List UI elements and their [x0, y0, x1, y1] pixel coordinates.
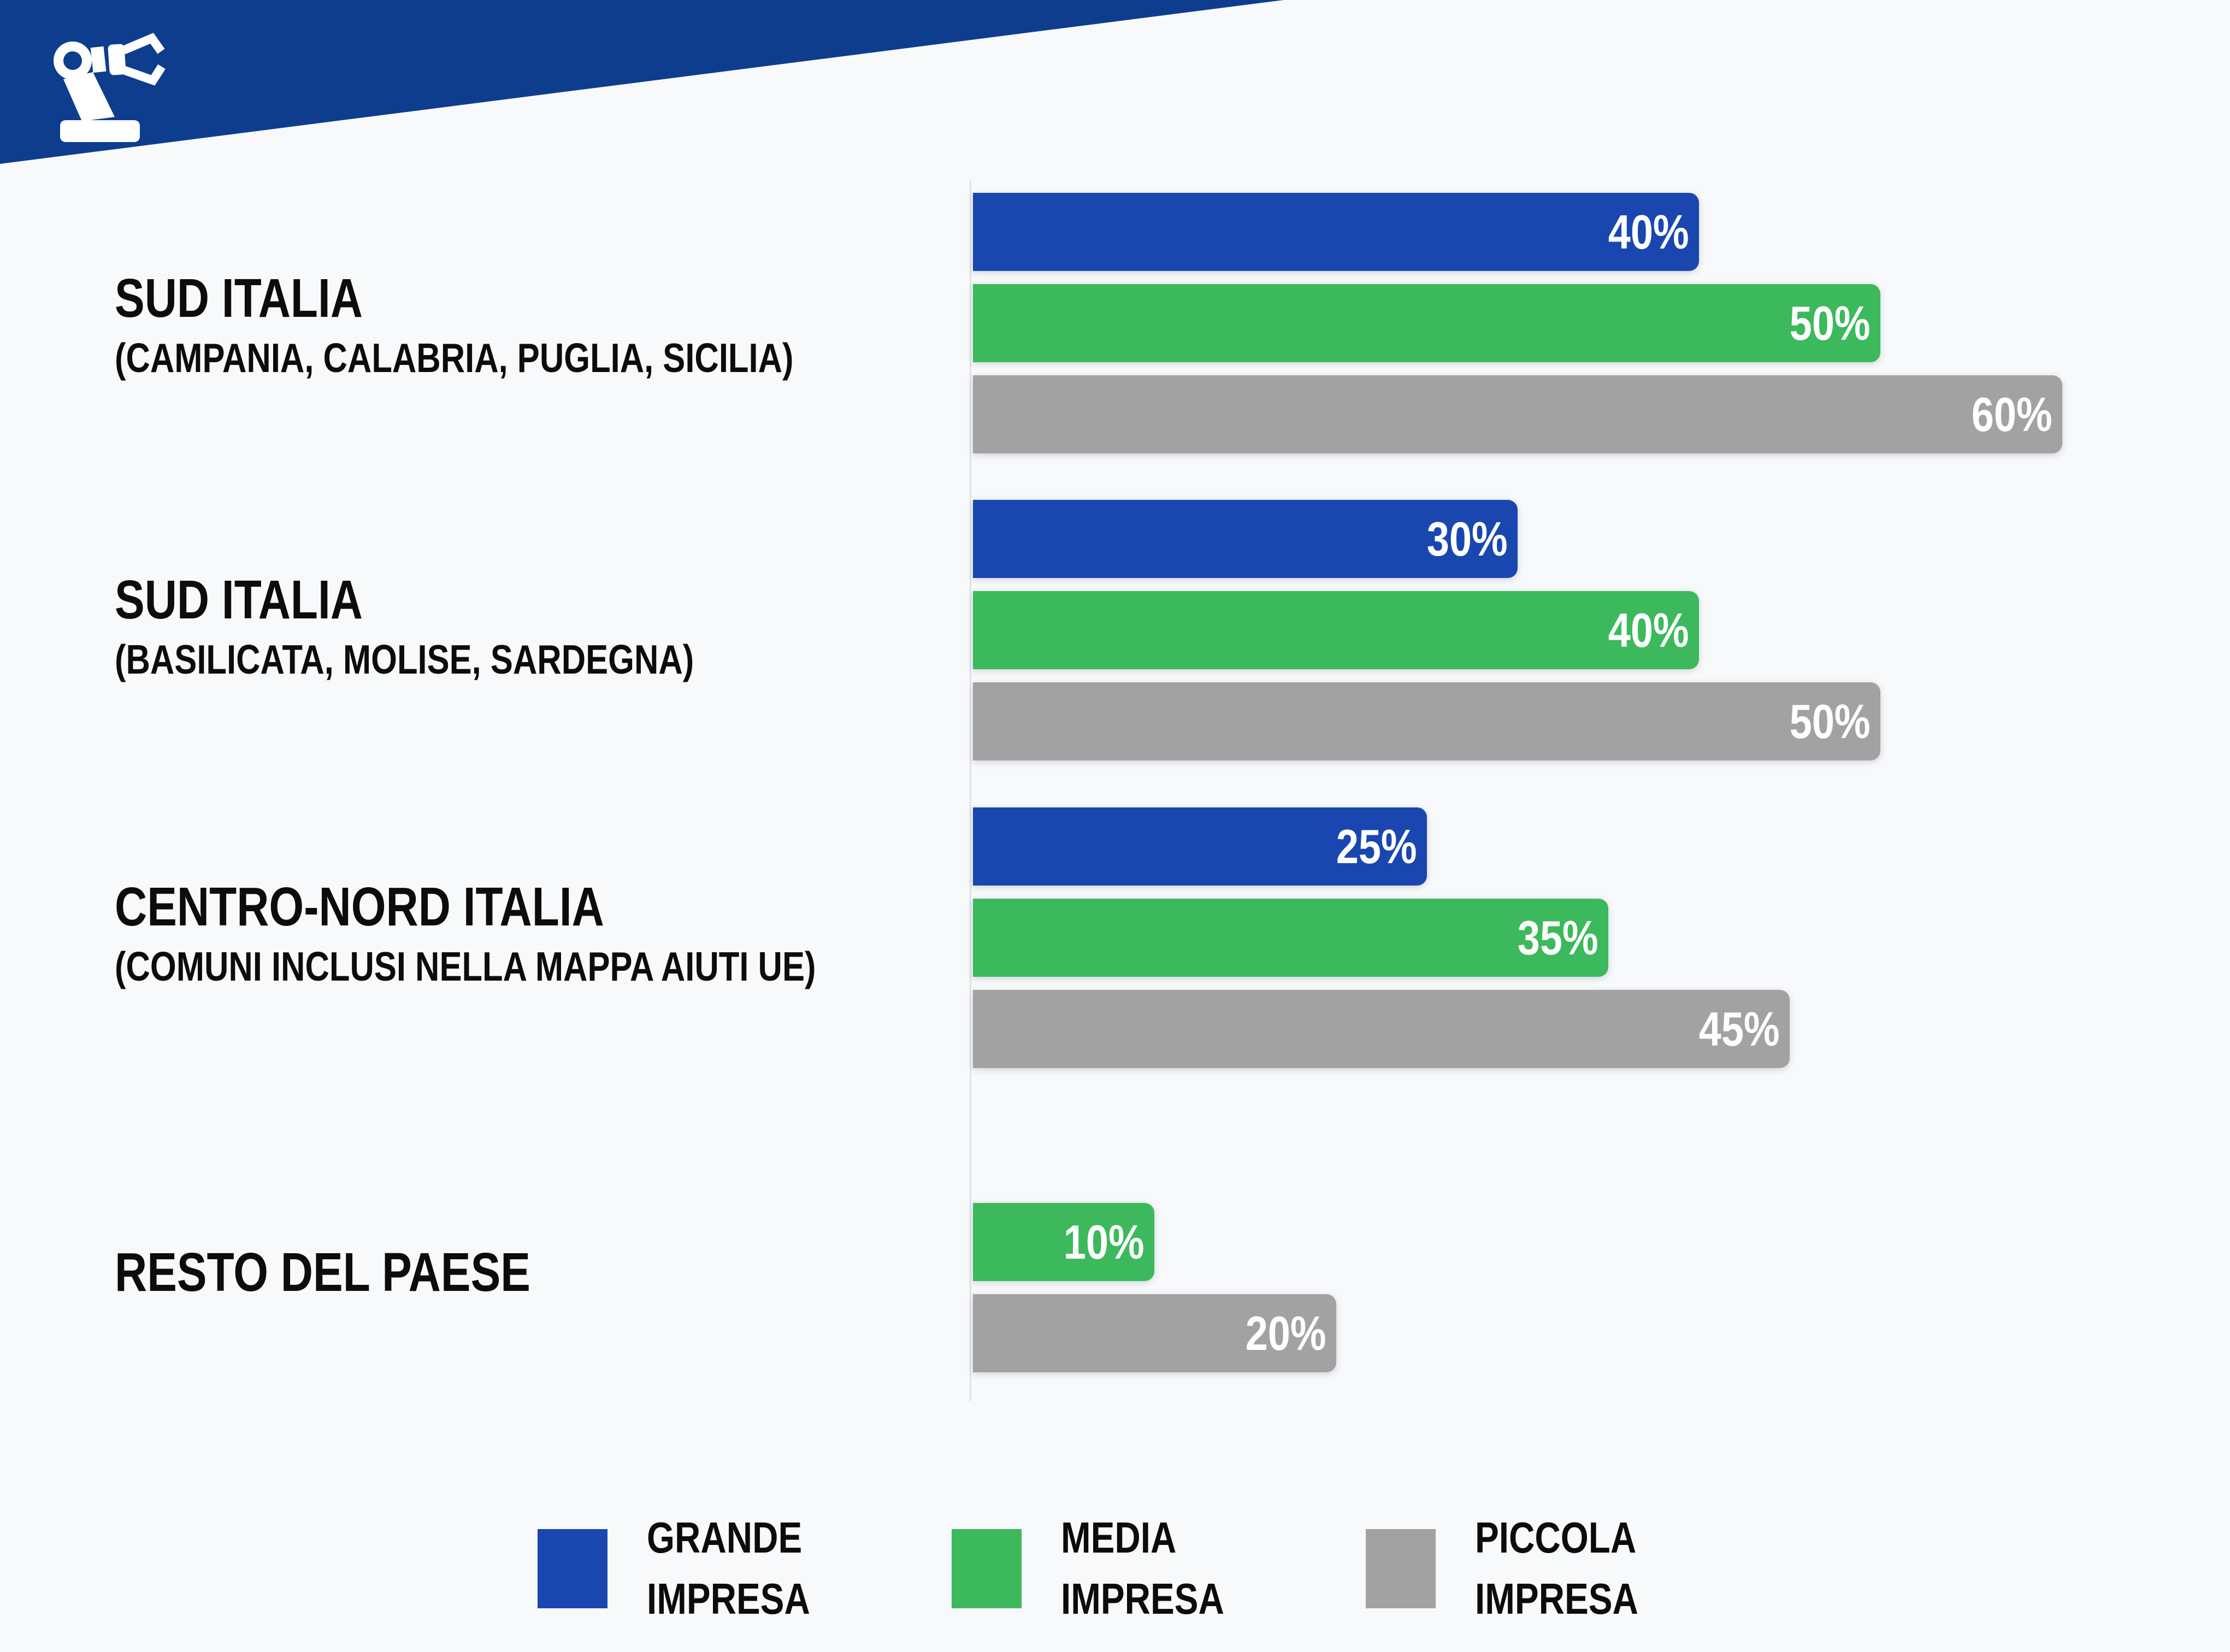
legend-swatch-media-impresa — [952, 1529, 1022, 1608]
bar-media-impresa-group4 — [973, 1203, 1154, 1281]
category-subtitle: (BASILICATA, MOLISE, SARDEGNA) — [115, 636, 694, 682]
bar-media-impresa-group1 — [973, 284, 1880, 362]
bar-grande-impresa-group2 — [973, 500, 1518, 578]
bar-value-label: 25% — [1336, 819, 1417, 874]
bar-value-label: 40% — [1608, 603, 1689, 657]
category-subtitle: (COMUNI INCLUSI NELLA MAPPA AIUTI UE) — [115, 943, 816, 989]
legend-label-line: GRANDE — [647, 1513, 803, 1562]
bar-piccola-impresa-group2 — [973, 682, 1880, 760]
bar-value-label: 40% — [1608, 204, 1689, 259]
chart-axis-line — [970, 180, 971, 1401]
category-title: CENTRO-NORD ITALIA — [115, 876, 604, 937]
category-subtitle: (CAMPANIA, CALABRIA, PUGLIA, SICILIA) — [115, 335, 794, 381]
category-title: SUD ITALIA — [115, 569, 363, 630]
bar-value-label: 45% — [1698, 1001, 1780, 1056]
legend-label — [1475, 1507, 1638, 1630]
bar-media-impresa-group2 — [973, 591, 1699, 669]
legend-item-media-impresa — [952, 1513, 1260, 1623]
bar-value-label: 60% — [1971, 387, 2052, 441]
bar-value-label: 10% — [1063, 1214, 1145, 1269]
legend-swatch-grande-impresa — [538, 1529, 607, 1608]
category-title: RESTO DEL PAESE — [115, 1242, 530, 1303]
bar-piccola-impresa-group3 — [973, 990, 1790, 1068]
bar-value-label: 35% — [1517, 910, 1598, 965]
bar-grande-impresa-group1 — [973, 193, 1699, 271]
bar-grande-impresa-group3 — [973, 807, 1427, 886]
bar-value-label: 50% — [1789, 296, 1871, 350]
category-title: SUD ITALIA — [115, 268, 363, 329]
logo-joint-hole — [63, 51, 82, 70]
legend-item-piccola-impresa — [1366, 1513, 1674, 1623]
legend-label-line: IMPRESA — [1475, 1574, 1638, 1623]
category-label-sud-italia-0 — [115, 269, 813, 380]
bar-value-label: 30% — [1426, 511, 1508, 566]
legend-label-line: IMPRESA — [647, 1574, 810, 1623]
legend-label-line: IMPRESA — [1061, 1574, 1224, 1623]
bar-value-label: 20% — [1245, 1306, 1326, 1360]
category-label-centro-nord-italia-2 — [115, 876, 816, 989]
bar-media-impresa-group3 — [973, 899, 1608, 977]
legend-swatch-piccola-impresa — [1366, 1529, 1436, 1608]
bar-piccola-impresa-group4 — [973, 1294, 1336, 1372]
legend-label — [647, 1507, 810, 1630]
bar-value-label: 50% — [1789, 694, 1871, 748]
legend-label-line: PICCOLA — [1475, 1513, 1637, 1562]
legend-label — [1061, 1507, 1224, 1630]
legend-item-grande-impresa — [538, 1513, 846, 1623]
robot-arm-logo-icon — [54, 15, 168, 146]
category-label-sud-italia-1 — [115, 570, 813, 682]
bar-piccola-impresa-group1 — [973, 375, 2062, 453]
legend-label-line: MEDIA — [1061, 1513, 1177, 1562]
category-label-resto-del-paese-3 — [115, 1243, 813, 1302]
header-banner — [0, 0, 1284, 164]
